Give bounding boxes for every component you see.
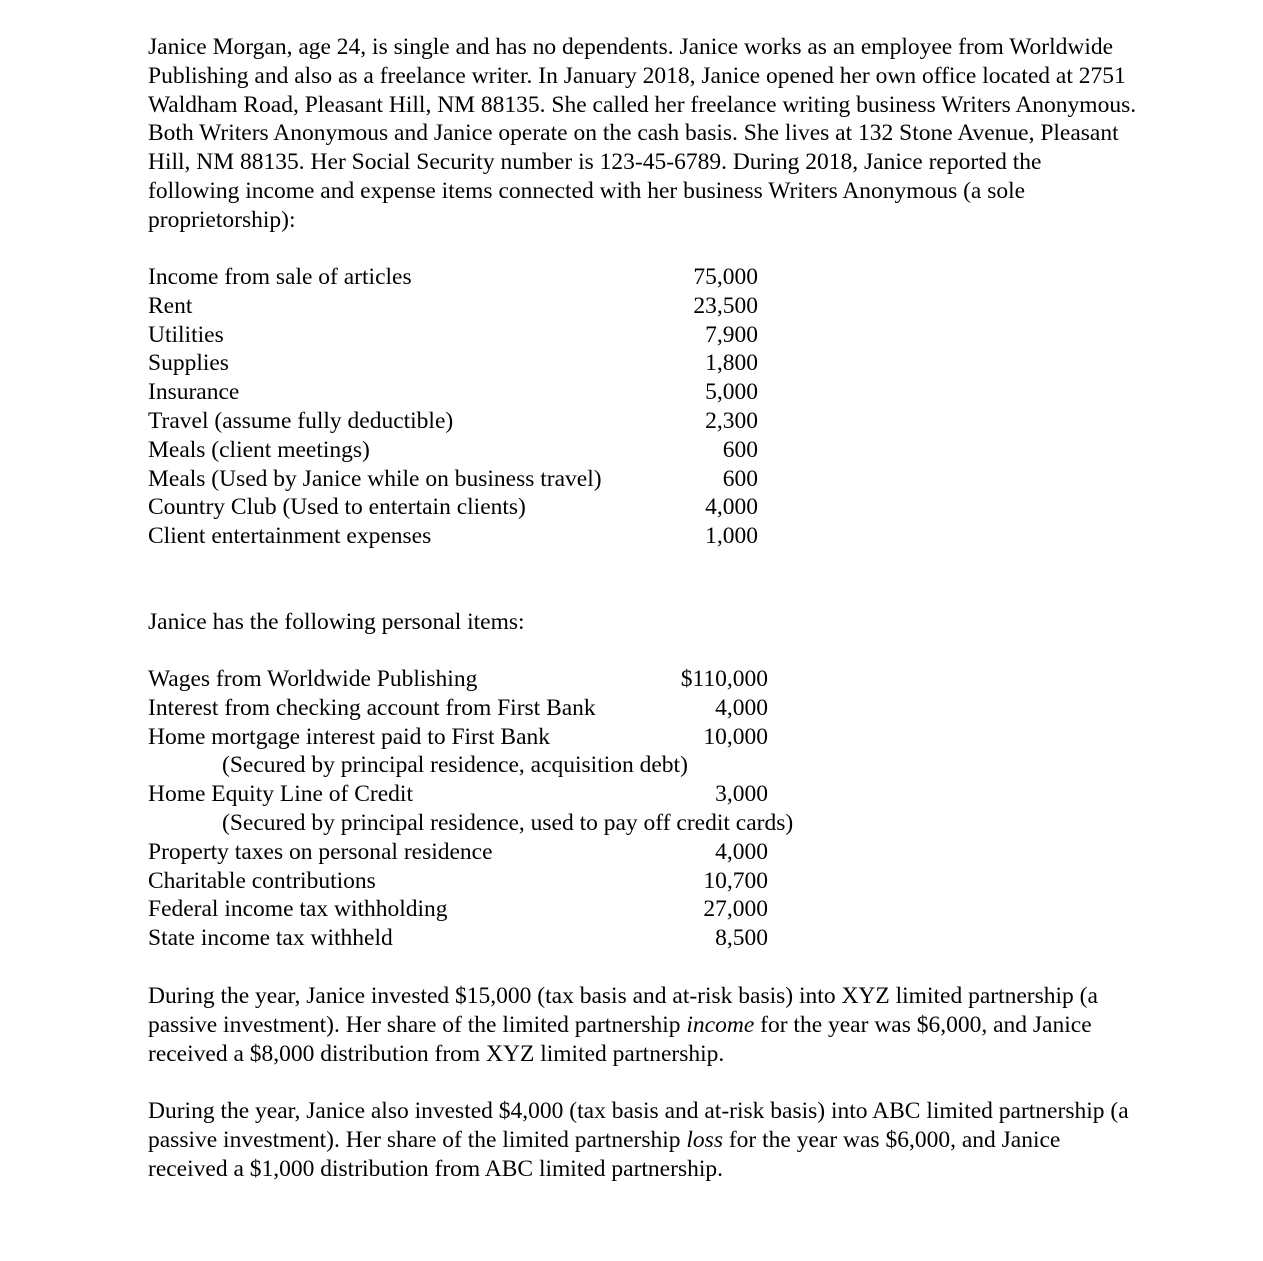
item-amount: 27,000 — [703, 896, 768, 923]
item-amount: 1,800 — [705, 350, 758, 377]
table-row — [148, 378, 758, 407]
item-amount: 4,000 — [715, 838, 768, 865]
table-row — [148, 723, 768, 752]
personal-items-heading: Janice has the following personal items: — [148, 609, 525, 635]
item-label: Supplies — [148, 350, 229, 377]
item-amount: 23,500 — [693, 292, 758, 319]
item-label: Home mortgage interest paid to First Bank — [148, 723, 551, 750]
table-row — [148, 867, 768, 896]
item-label: Federal income tax withholding — [148, 896, 448, 923]
abc-emphasis: loss — [686, 1126, 723, 1153]
table-row — [148, 407, 758, 436]
item-note: (Secured by principal residence, used to pay off credit cards) — [222, 809, 794, 836]
item-amount: $110,000 — [680, 666, 768, 692]
table-row — [148, 665, 768, 694]
table-row — [148, 493, 758, 522]
item-label: Charitable contributions — [148, 867, 376, 894]
abc-text-after: for the year was $6,000, and Janice received a $1,000 distribution from ABC limited partnership. — [148, 1126, 1061, 1182]
item-amount: 2,300 — [705, 407, 758, 434]
item-label: Home Equity Line of Credit — [148, 781, 413, 808]
table-row — [148, 465, 758, 494]
document-page — [148, 33, 1148, 1182]
item-label: Rent — [148, 292, 193, 319]
xyz-emphasis: income — [686, 1011, 755, 1038]
item-amount: 1,000 — [705, 523, 758, 550]
item-amount: 5,000 — [705, 379, 758, 406]
item-label: Travel (assume fully deductible) — [148, 407, 454, 434]
table-row — [148, 924, 768, 953]
item-amount: 3,000 — [715, 781, 768, 808]
item-note: (Secured by principal residence, acquisition debt) — [222, 752, 688, 779]
item-label: Country Club (Used to entertain clients) — [148, 494, 526, 521]
xyz-partnership-paragraph — [148, 982, 1138, 1068]
business-items-table — [148, 263, 758, 551]
item-label: Meals (Used by Janice while on business travel) — [148, 465, 602, 492]
table-row — [148, 292, 758, 321]
table-row — [148, 838, 768, 867]
item-amount: 10,000 — [703, 723, 768, 750]
table-row — [148, 780, 768, 809]
item-label: Income from sale of articles — [148, 264, 412, 290]
table-row — [148, 321, 758, 350]
personal-items-table — [148, 665, 794, 953]
item-amount: 600 — [722, 465, 758, 492]
table-row — [148, 436, 758, 465]
item-amount: 4,000 — [715, 694, 768, 721]
abc-text-before: During the year, Janice also invested $4,000 (tax basis and at-risk basis) into ABC limited partnership (a passive investment). Her share of the limited partnership — [148, 1098, 1129, 1153]
item-label: Client entertainment expenses — [148, 523, 432, 550]
intro-paragraph: Janice Morgan, age 24, is single and has no dependents. Janice works as an employee from Worldwide Publishing and also as a freelance writer. In January 2018, Janice opened her own office located at 2751 Waldham Road, Pleasant Hill, NM 88135. She called her freelance writing business Writers Anonymous. Both Writers Anonymous and Janice operate on the cash basis. She lives at 132 Stone Avenue, Pleasant Hill, NM 88135. Her Social Security number is 123-45-6789. During 2018, Janice reported the following income and expense items connected with her business Writers Anonymous (a sole proprietorship): — [148, 34, 1137, 233]
table-row — [148, 349, 758, 378]
table-row — [148, 694, 768, 723]
item-amount: 4,000 — [705, 494, 758, 521]
table-row — [148, 263, 758, 292]
item-amount: 10,700 — [703, 867, 768, 894]
item-label: Wages from Worldwide Publishing — [148, 666, 478, 692]
item-label: Meals (client meetings) — [148, 436, 370, 463]
item-label: State income tax withheld — [148, 925, 393, 952]
xyz-text-after: for the year was $6,000, and Janice received a $8,000 distribution from XYZ limited partnership. — [148, 1011, 1092, 1067]
table-row — [148, 895, 768, 924]
item-label: Utilities — [148, 321, 224, 348]
item-amount: 7,900 — [705, 321, 758, 348]
xyz-text-before: During the year, Janice invested $15,000 (tax basis and at-risk basis) into XYZ limited partnership (a passive investment). Her share of the limited partnership — [148, 983, 1098, 1038]
item-amount: 600 — [722, 436, 758, 463]
item-label: Interest from checking account from First Bank — [148, 694, 596, 721]
table-row — [148, 522, 758, 551]
abc-partnership-paragraph — [148, 1097, 1138, 1183]
item-amount: 75,000 — [693, 264, 758, 290]
item-amount: 8,500 — [715, 925, 768, 952]
item-label: Property taxes on personal residence — [148, 838, 493, 865]
item-label: Insurance — [148, 379, 240, 406]
